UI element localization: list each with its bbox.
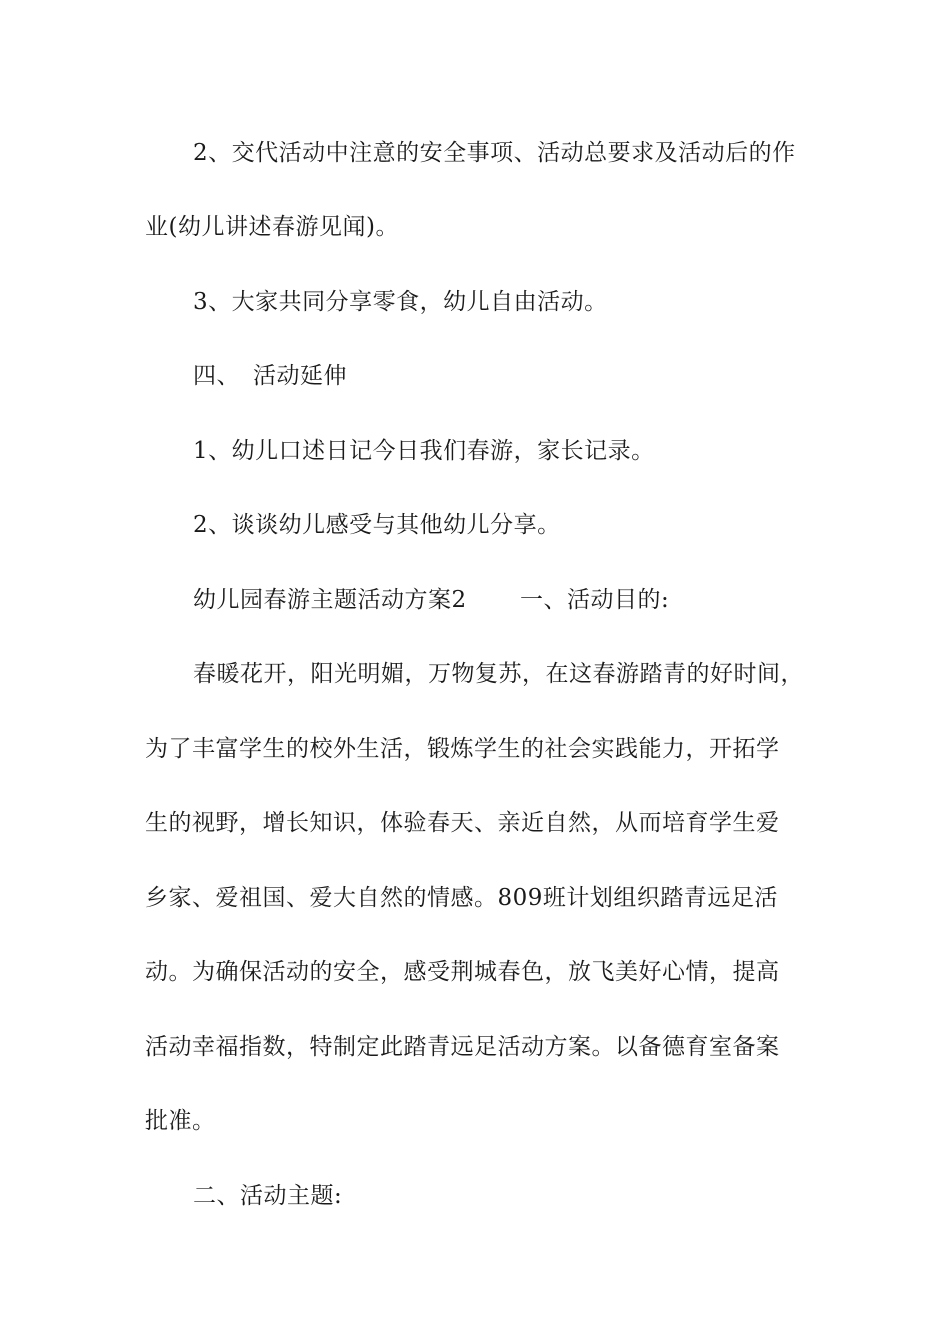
- plan-title: 幼儿园春游主题活动方案2: [193, 587, 467, 613]
- text-line: 业(幼儿讲述春游见闻)。: [145, 214, 399, 240]
- text-line: 1、幼儿口述日记今日我们春游，家长记录。: [193, 438, 655, 464]
- section-number: 四、: [193, 363, 240, 389]
- text-line: 春暖花开，阳光明媚，万物复苏，在这春游踏青的好时间，: [193, 661, 804, 687]
- text-line: 为了丰富学生的校外生活，锻炼学生的社会实践能力，开拓学: [145, 736, 780, 762]
- text-line: 生的视野，增长知识，体验春天、亲近自然，从而培育学生爱: [145, 810, 780, 836]
- section-title: 二、活动主题:: [193, 1183, 343, 1209]
- text-line: 批准。: [145, 1108, 216, 1134]
- text-line: 活动幸福指数，特制定此踏青远足活动方案。以备德育室备案: [145, 1034, 780, 1060]
- text-line: 2、交代活动中注意的安全事项、活动总要求及活动后的作: [193, 140, 796, 166]
- section-title: 一、活动目的:: [520, 587, 670, 613]
- text-line: 动。为确保活动的安全，感受荆城春色，放飞美好心情，提高: [145, 959, 780, 985]
- section-title: 活动延伸: [253, 363, 347, 389]
- text-line: 3、大家共同分享零食，幼儿自由活动。: [193, 289, 608, 315]
- text-line: 乡家、爱祖国、爱大自然的情感。809班计划组织踏青远足活: [145, 885, 778, 911]
- text-line: 2、谈谈幼儿感受与其他幼儿分享。: [193, 512, 561, 538]
